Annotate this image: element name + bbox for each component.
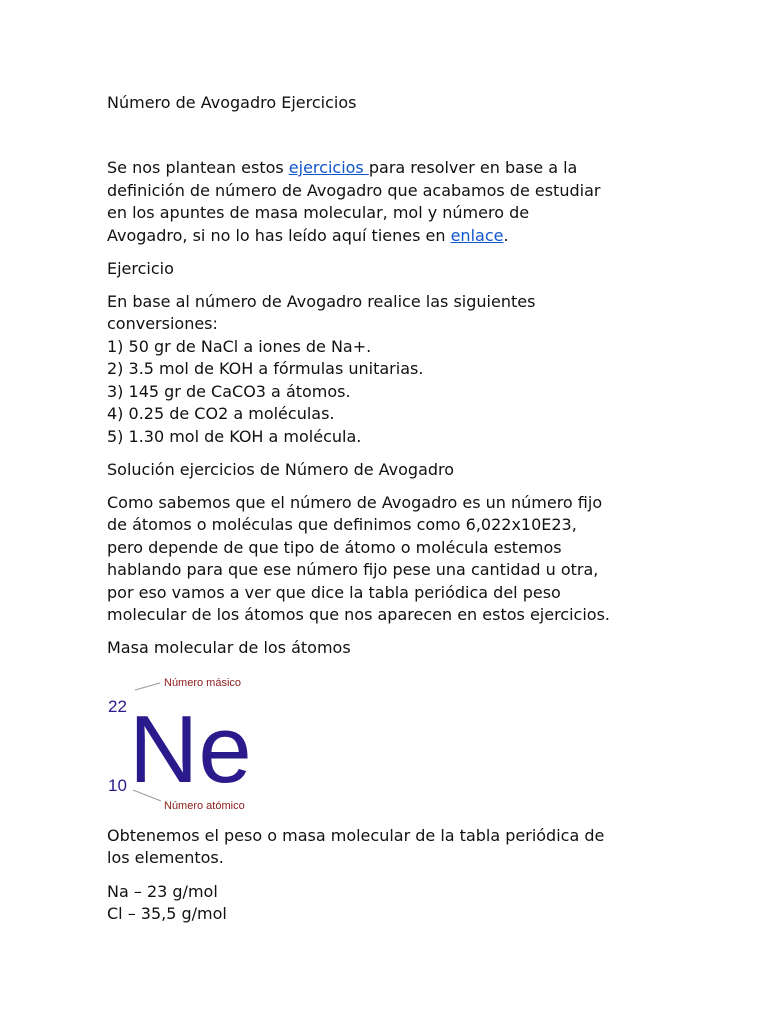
atomic-number-label: Número atómico [164, 800, 245, 812]
solution-line: hablando para que ese número fijo pese una cantidad u otra, [107, 560, 599, 579]
intro-line-4 [107, 225, 509, 248]
neon-element-figure [107, 668, 287, 818]
exercise-item: 2) 3.5 mol de KOH a fórmulas unitarias. [107, 359, 424, 378]
intro-line-2: definición de número de Avogadro que acabamos de estudiar [107, 181, 601, 200]
enlace-link[interactable]: enlace [450, 226, 504, 245]
solution-line: por eso vamos a ver que dice la tabla periódica del peso [107, 583, 561, 602]
exercise-heading: Ejercicio [107, 259, 174, 278]
intro-text: . [503, 226, 509, 245]
solution-line: molecular de los átomos que nos aparecen en estos ejercicios. [107, 605, 610, 624]
mass-value: Cl – 35,5 g/mol [107, 904, 227, 923]
exercise-item: 3) 145 gr de CaCO3 a átomos. [107, 382, 351, 401]
exercise-item: 1) 50 gr de NaCl a iones de Na+. [107, 337, 372, 356]
element-symbol: Ne [129, 696, 252, 803]
mass-leader-line [135, 683, 160, 690]
atomic-number: 10 [108, 776, 127, 795]
neon-element-diagram [107, 668, 287, 818]
intro-line-3: en los apuntes de masa molecular, mol y número de [107, 203, 530, 222]
mass-number-label: Número másico [164, 677, 242, 689]
exercise-item: 4) 0.25 de CO2 a moléculas. [107, 404, 335, 423]
obtain-line: Obtenemos el peso o masa molecular de la tabla periódica de [107, 826, 605, 845]
mass-heading: Masa molecular de los átomos [107, 638, 351, 657]
exercise-intro-line-1: En base al número de Avogadro realice las siguientes [107, 292, 536, 311]
ejercicios-link[interactable]: ejercicios [288, 158, 369, 177]
mass-value: Na – 23 g/mol [107, 882, 218, 901]
solution-line: de átomos o moléculas que definimos como 6,022x10E23, [107, 515, 577, 534]
solution-line: pero depende de que tipo de átomo o molécula estemos [107, 538, 562, 557]
solution-line: Como sabemos que el número de Avogadro es un número fijo [107, 493, 603, 512]
intro-line-1 [107, 157, 577, 180]
intro-text: para resolver en base a la [368, 158, 578, 177]
intro-text: Avogadro, si no lo has leído aquí tienes en [107, 226, 451, 245]
intro-text: Se nos plantean estos [107, 158, 289, 177]
mass-number: 22 [108, 697, 127, 716]
page-title: Número de Avogadro Ejercicios [107, 93, 357, 112]
exercise-item: 5) 1.30 mol de KOH a molécula. [107, 427, 362, 446]
obtain-line: los elementos. [107, 848, 224, 867]
solution-heading: Solución ejercicios de Número de Avogadro [107, 460, 455, 479]
exercise-intro-line-2: conversiones: [107, 314, 218, 333]
